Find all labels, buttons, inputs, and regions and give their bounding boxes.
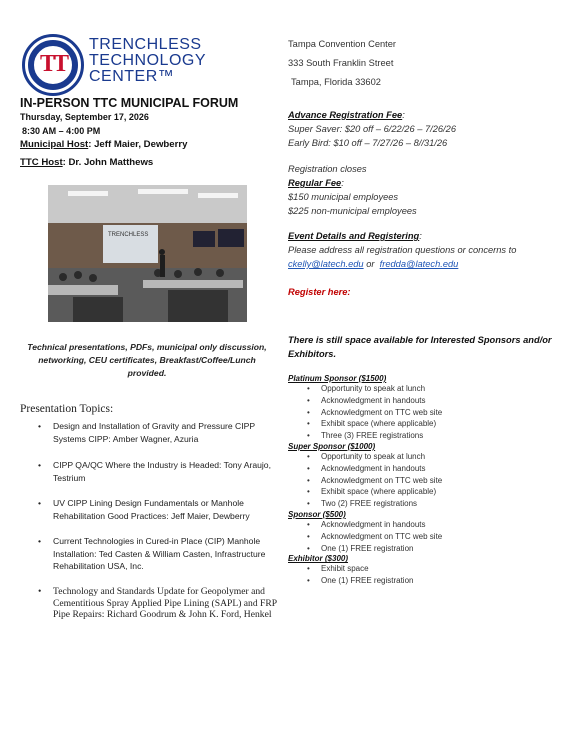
logo-line-1: TRENCHLESS	[89, 36, 202, 53]
sponsor-benefit: • Acknowledgment in handouts	[307, 395, 426, 405]
advance-registration: Advance Registration Fee: Super Saver: $20 off – 6/22/26 – 7/26/26 Early Bird: $10 off – 7/27/26 – 8//31/26	[288, 108, 558, 150]
sponsor-benefit: • Exhibit space (where applicable)	[307, 487, 437, 497]
registration-closes: Registration closes	[288, 164, 367, 174]
sponsor-benefit: • Exhibit space (where applicable)	[307, 419, 437, 429]
municipal-fee: $150 municipal employees	[288, 192, 399, 202]
non-municipal-fee: $225 non-municipal employees	[288, 206, 417, 216]
venue-street: 333 South Franklin Street	[288, 58, 394, 68]
sponsor-benefit: • One (1) FREE registration	[307, 576, 414, 586]
event-title: IN-PERSON TTC MUNICIPAL FORUM	[20, 96, 239, 110]
event-description: Technical presentations, PDFs, municipal only discussion, networking, CEU certificates, Breakfast/Coffee/Lunch provided.	[27, 342, 267, 378]
sponsor-tiers	[288, 374, 558, 587]
sponsor-benefit: • Opportunity to speak at lunch	[307, 384, 426, 393]
logo-line-2: TECHNOLOGY	[89, 52, 207, 69]
venue-address	[288, 37, 558, 89]
topics-heading: Presentation Topics:	[20, 403, 114, 415]
screen-text: TRENCHLESS	[108, 232, 149, 238]
topic-item: • Technology and Standards Update for Geopolymer and Cementitious Spray Applied Pipe Lining (SAPL) and FRP Pipe Repairs: Richard Goodrum & John K. Ford, Henkel	[38, 586, 277, 621]
sponsor-benefit: • Acknowledgment on TTC web site	[307, 475, 443, 485]
topic-item: • Design and Installation of Gravity and Pressure CIPP Systems CIPP: Amber Wagner, Azuria	[38, 421, 255, 444]
conference-room-illustration	[48, 185, 247, 322]
ttc-logo-seal	[22, 34, 84, 96]
ttc-host	[20, 157, 153, 168]
sponsor-tier-platinum: Platinum Sponsor ($1500)	[288, 374, 387, 383]
sponsor-benefit: • Exhibit space	[307, 564, 369, 574]
details-heading: Event Details and Registering	[288, 231, 420, 241]
forum-photo	[48, 185, 247, 322]
logo-line-3: CENTER™	[89, 68, 175, 85]
sponsor-benefit: • One (1) FREE registration	[307, 543, 414, 553]
topic-item: • Current Technologies in Cured-in Place (CIP) Manhole Installation: Ted Casten & William Casten, Infrastructure Rehabilitation USA, Inc.	[38, 536, 266, 571]
municipal-host-label: Municipal Host	[20, 139, 89, 150]
sponsor-benefit: • Acknowledgment on TTC web site	[307, 407, 443, 417]
super-saver: Super Saver: $20 off – 6/22/26 – 7/26/26	[288, 124, 456, 134]
email-link-ckelly[interactable]: ckelly@latech.edu	[288, 259, 364, 269]
municipal-host-name: : Jeff Maier, Dewberry	[88, 139, 188, 150]
sponsor-intro: There is still space available for Interested Sponsors and/or Exhibitors.	[288, 335, 552, 359]
early-bird: Early Bird: $10 off – 7/27/26 – 8//31/26	[288, 138, 448, 148]
sponsor-benefit: • Acknowledgment in handouts	[307, 519, 426, 529]
sponsor-tier-sponsor: Sponsor ($500)	[288, 509, 346, 519]
topic-item: • CIPP QA/QC Where the Industry is Headed: Tony Araujo, Testrium	[38, 460, 271, 483]
ttc-logo-wordmark	[89, 37, 206, 85]
sponsor-benefit: • Acknowledgment in handouts	[307, 463, 426, 473]
regular-registration: Registration closes Regular Fee: $150 municipal employees $225 non-municipal employees	[288, 162, 558, 218]
venue-city: Tampa, Florida 33602	[291, 77, 381, 87]
logo-monogram: TT	[39, 51, 66, 77]
email-link-fredda[interactable]: fredda@latech.edu	[379, 259, 459, 269]
topic-item: • UV CIPP Lining Design Fundamentals or Manhole Rehabilitation Good Practices: Jeff Maier, Dewberry	[38, 498, 250, 521]
sponsor-tier-super: Super Sponsor ($1000)	[288, 441, 376, 451]
advance-heading: Advance Registration Fee	[288, 110, 403, 120]
sponsor-benefit: • Two (2) FREE registrations	[307, 499, 418, 509]
details-text: Please address all registration questions or concerns to	[288, 245, 517, 255]
ttc-host-label: TTC Host	[20, 157, 63, 168]
register-here-link[interactable]: Register here:	[288, 287, 351, 297]
sponsor-benefit: • Three (3) FREE registrations	[307, 431, 424, 441]
ttc-host-name: : Dr. John Matthews	[62, 157, 154, 168]
venue-name: Tampa Convention Center	[288, 39, 397, 49]
event-date: Thursday, September 17, 2026	[20, 112, 149, 122]
regular-heading: Regular Fee	[288, 178, 342, 188]
municipal-host	[20, 139, 187, 150]
sponsor-tier-exhibitor: Exhibitor ($300)	[288, 554, 349, 564]
event-details: Event Details and Registering: Please address all registration questions or concerns to ckelly@latech.edu or fredda@latech.edu	[288, 229, 558, 271]
sponsor-benefit: • Acknowledgment on TTC web site	[307, 531, 443, 541]
sponsor-benefit: • Opportunity to speak at lunch	[307, 451, 426, 461]
event-time: 8:30 AM – 4:00 PM	[22, 126, 101, 136]
